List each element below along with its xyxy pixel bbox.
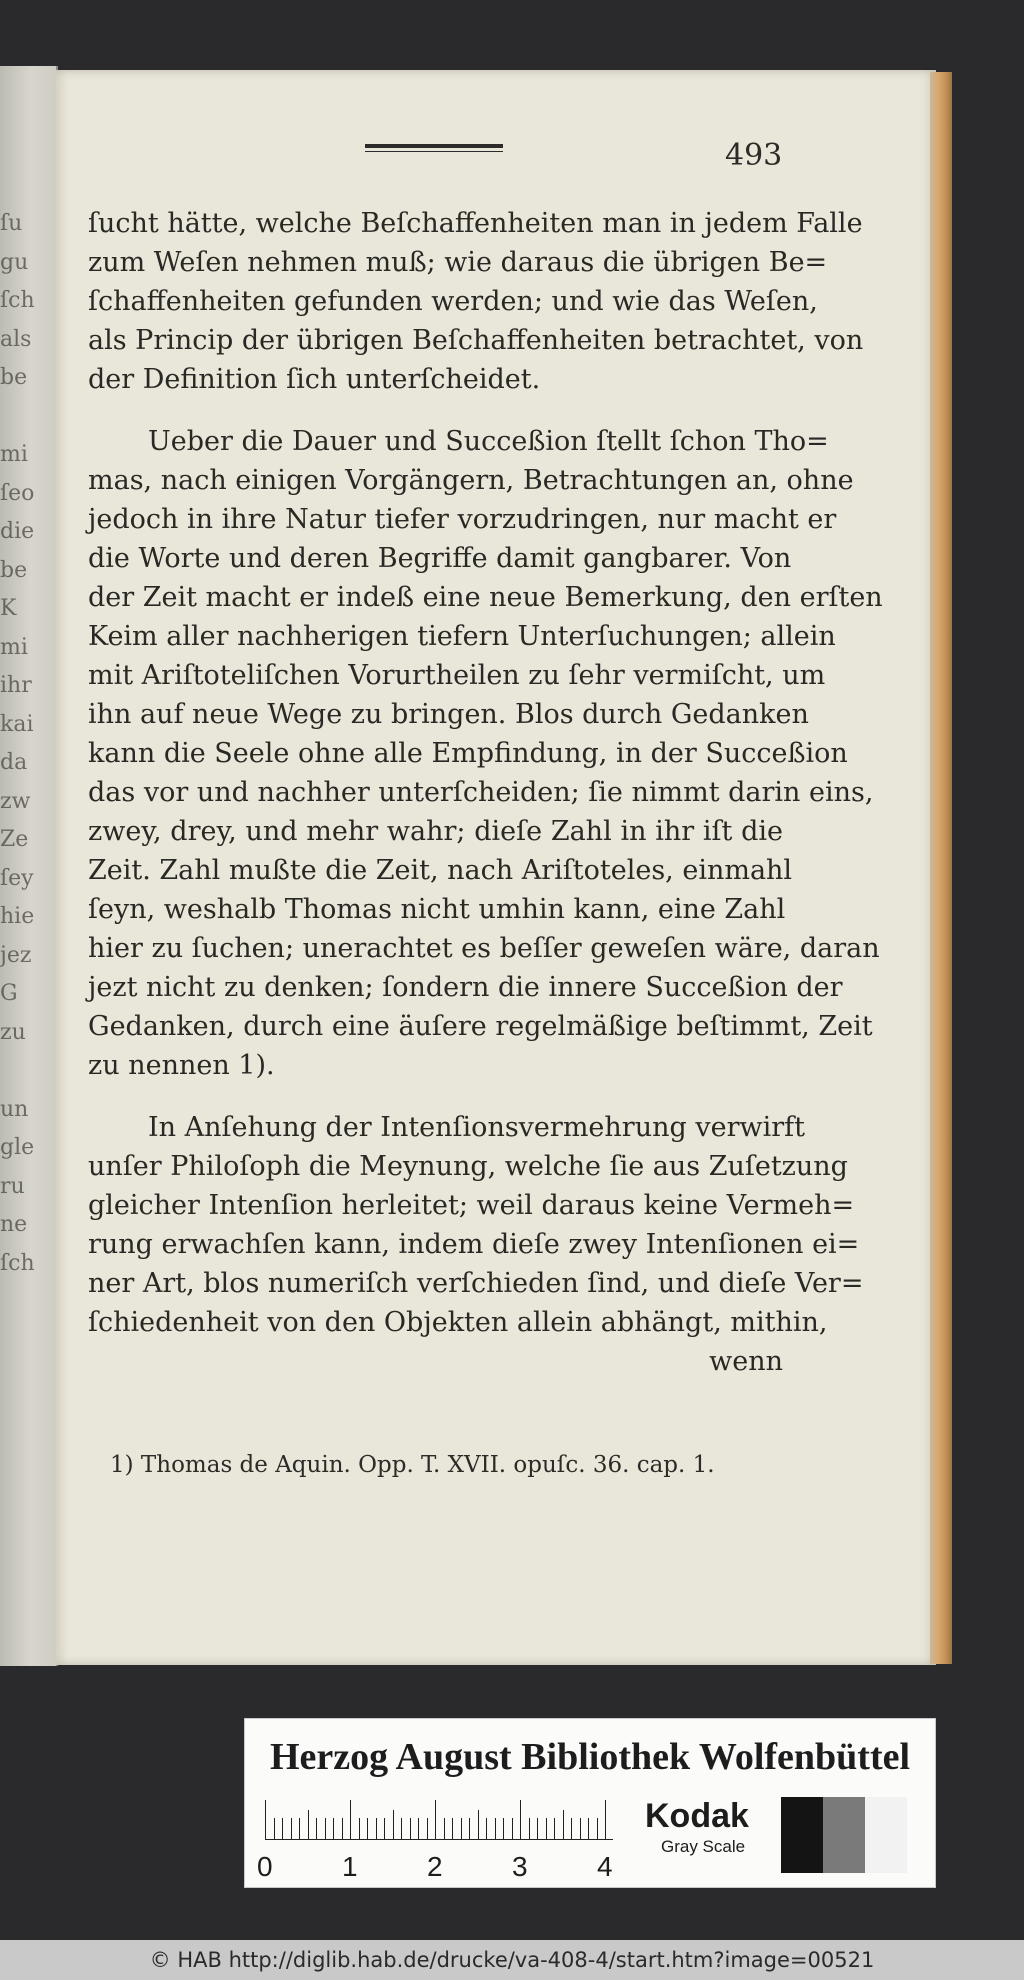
ruler-tick [461,1818,462,1840]
text-line: kann die Seele ohne alle Empfindung, in der Succeßion [88,738,848,769]
text-line: jezt nicht zu denken; ſondern die innere Succeßion der [88,972,843,1003]
page-number: 493 [725,138,783,173]
kodak-logo: Kodak [645,1797,749,1835]
library-name: Herzog August Bibliothek Wolfenbüttel [269,1736,911,1778]
text-line: unſer Philoſoph die Meynung, welche ſie aus Zuſetzung [88,1151,848,1182]
ruler-tick [597,1818,598,1840]
fragment-line: gle [0,1135,35,1160]
source-url-caption: © HAB http://diglib.hab.de/drucke/va-408-4/start.htm?image=00521 [0,1940,1024,1980]
text-line: Gedanken, durch eine äuſere regelmäßige beſtimmt, Zeit [88,1011,873,1042]
text-line: ſchaffenheiten gefunden werden; und wie das Weſen, [88,286,818,317]
fragment-line: K [0,596,17,621]
previous-page-edge [0,66,58,1666]
text-line: als Princip der übrigen Beſchaffenheiten betrachtet, von [88,325,864,356]
ruler-tick [325,1818,326,1840]
text-line: ſucht hätte, welche Beſchaffenheiten man in jedem Falle [88,208,863,239]
gray-swatch [865,1797,907,1873]
fragment-line: ſch [0,1250,35,1276]
fragment-line: gu [0,249,29,275]
ruler-tick [452,1818,453,1840]
text-line: Keim aller nachherigen tiefern Unterſuchungen; allein [88,621,836,652]
ruler-tick [308,1810,309,1840]
text-line: das vor und nachher unterſcheiden; ſie nimmt darin eins, [88,777,874,808]
ruler-tick [359,1818,360,1840]
fragment-line: un [0,1096,29,1122]
fragment-line: ſch [0,288,35,313]
header-rule [365,144,503,152]
text-line: ner Art, blos numeriſch verſchieden ſind, und dieſe Ver= [88,1268,864,1299]
ruler-tick [393,1810,394,1840]
fragment-line: G [0,981,18,1006]
ruler-tick [265,1800,266,1840]
fragment-line: ne [0,1212,28,1237]
ruler-number: 4 [597,1851,613,1882]
text-line: mas, nach einigen Vorgängern, Betrachtungen an, ohne [88,465,854,496]
fragment-line: als [0,326,32,352]
ruler-tick [605,1800,606,1840]
ruler-tick [580,1818,581,1840]
text-line: ſeyn, weshalb Thomas nicht umhin kann, eine Zahl [88,894,786,925]
ruler-tick [563,1810,564,1840]
text-line: der Zeit macht er indeß eine neue Bemerkung, den erſten [88,582,883,613]
gray-swatch [781,1797,823,1873]
body-text [88,204,883,1381]
text-line: der Definition ſich unterſcheidet. [88,364,541,395]
fragment-line: jez [0,942,32,968]
ruler-tick [299,1818,300,1840]
ruler-tick [554,1818,555,1840]
ruler-tick [520,1800,521,1840]
ruler-tick [546,1818,547,1840]
fragment-line: be [0,557,28,583]
ruler-tick [367,1818,368,1840]
ruler-tick [333,1818,334,1840]
ruler-tick [350,1800,351,1840]
ruler-tick [401,1818,402,1840]
ruler-tick [427,1818,428,1840]
page-gilt-edge [930,72,952,1664]
fragment-line: mi [0,634,28,660]
text-line: zum Weſen nehmen muß; wie daraus die übrigen Be= [88,247,828,278]
scale-ruler [257,1789,625,1884]
ruler-tick [588,1818,589,1840]
ruler-tick [418,1818,419,1840]
fragment-line [0,404,40,443]
ruler-tick [316,1818,317,1840]
ruler-tick [274,1818,275,1840]
ruler-tick [478,1810,479,1840]
ruler-tick [410,1818,411,1840]
fragment-line: da [0,750,28,775]
fragment-line: ſey [0,865,34,891]
ruler-tick [537,1818,538,1840]
ruler-tick [282,1818,283,1840]
ruler-tick [495,1818,496,1840]
fragment-line: Ze [0,827,29,852]
fragment-line: zu [0,1019,26,1045]
ruler-tick [529,1818,530,1840]
gray-scale-label: Gray Scale [661,1837,746,1856]
fragment-line: hie [0,904,35,929]
text-line: mit Ariſtoteliſchen Vorurtheilen zu ſehr vermiſcht, um [88,660,826,691]
text-line: wenn [709,1346,783,1377]
previous-page-text-fragments [0,211,40,1289]
text-line: ſchiedenheit von den Objekten allein abhängt, mithin, [88,1307,828,1338]
ruler-tick [384,1818,385,1840]
text-line: In Anſehung der Intenſionsvermehrung verwirft [148,1112,805,1143]
text-line: Ueber die Dauer und Succeßion ſtellt ſchon Tho= [148,426,829,457]
ruler-tick [444,1818,445,1840]
fragment-line: ru [0,1173,25,1199]
fragment-line: die [0,519,35,544]
fragment-line [0,1058,40,1097]
ruler-number: 0 [257,1851,273,1882]
color-reference-strip [244,1718,936,1888]
fragment-line: be [0,365,28,390]
text-line: zu nennen 1). [88,1050,275,1081]
text-line: ihn auf neue Wege zu bringen. Blos durch Gedanken [88,699,809,730]
ruler-tick [512,1818,513,1840]
fragment-line: zw [0,788,31,814]
ruler-tick [291,1818,292,1840]
ruler-tick [503,1818,504,1840]
text-line: rung erwachſen kann, indem dieſe zwey Intenſionen ei= [88,1229,860,1260]
text-line: hier zu ſuchen; unerachtet es beſſer geweſen wäre, daran [88,933,880,964]
ruler-number: 2 [427,1851,443,1882]
text-line: gleicher Intenſion herleitet; weil daraus keine Vermeh= [88,1190,855,1221]
fragment-line: mi [0,442,28,467]
ruler-tick [486,1818,487,1840]
ruler-tick [435,1800,436,1840]
text-line: jedoch in ihre Natur tiefer vorzudringen, nur macht er [88,504,837,535]
gray-swatch [823,1797,865,1873]
ruler-tick [571,1818,572,1840]
ruler-tick [342,1818,343,1840]
text-line: zwey, drey, und mehr wahr; dieſe Zahl in ihr iſt die [88,816,783,847]
ruler-number: 3 [512,1851,528,1882]
text-line: die Worte und deren Begriffe damit gangbarer. Von [88,543,792,574]
ruler-tick [469,1818,470,1840]
ruler-number: 1 [342,1851,358,1882]
text-line: Zeit. Zahl mußte die Zeit, nach Ariſtoteles, einmahl [88,855,793,886]
ruler-tick [376,1818,377,1840]
footnote: 1) Thomas de Aquin. Opp. T. XVII. opuſc. 36. cap. 1. [110,1452,715,1478]
fragment-line: kai [0,711,34,737]
fragment-line: ſu [0,211,23,236]
fragment-line: ihr [0,673,32,698]
fragment-line: ſeo [0,480,35,506]
